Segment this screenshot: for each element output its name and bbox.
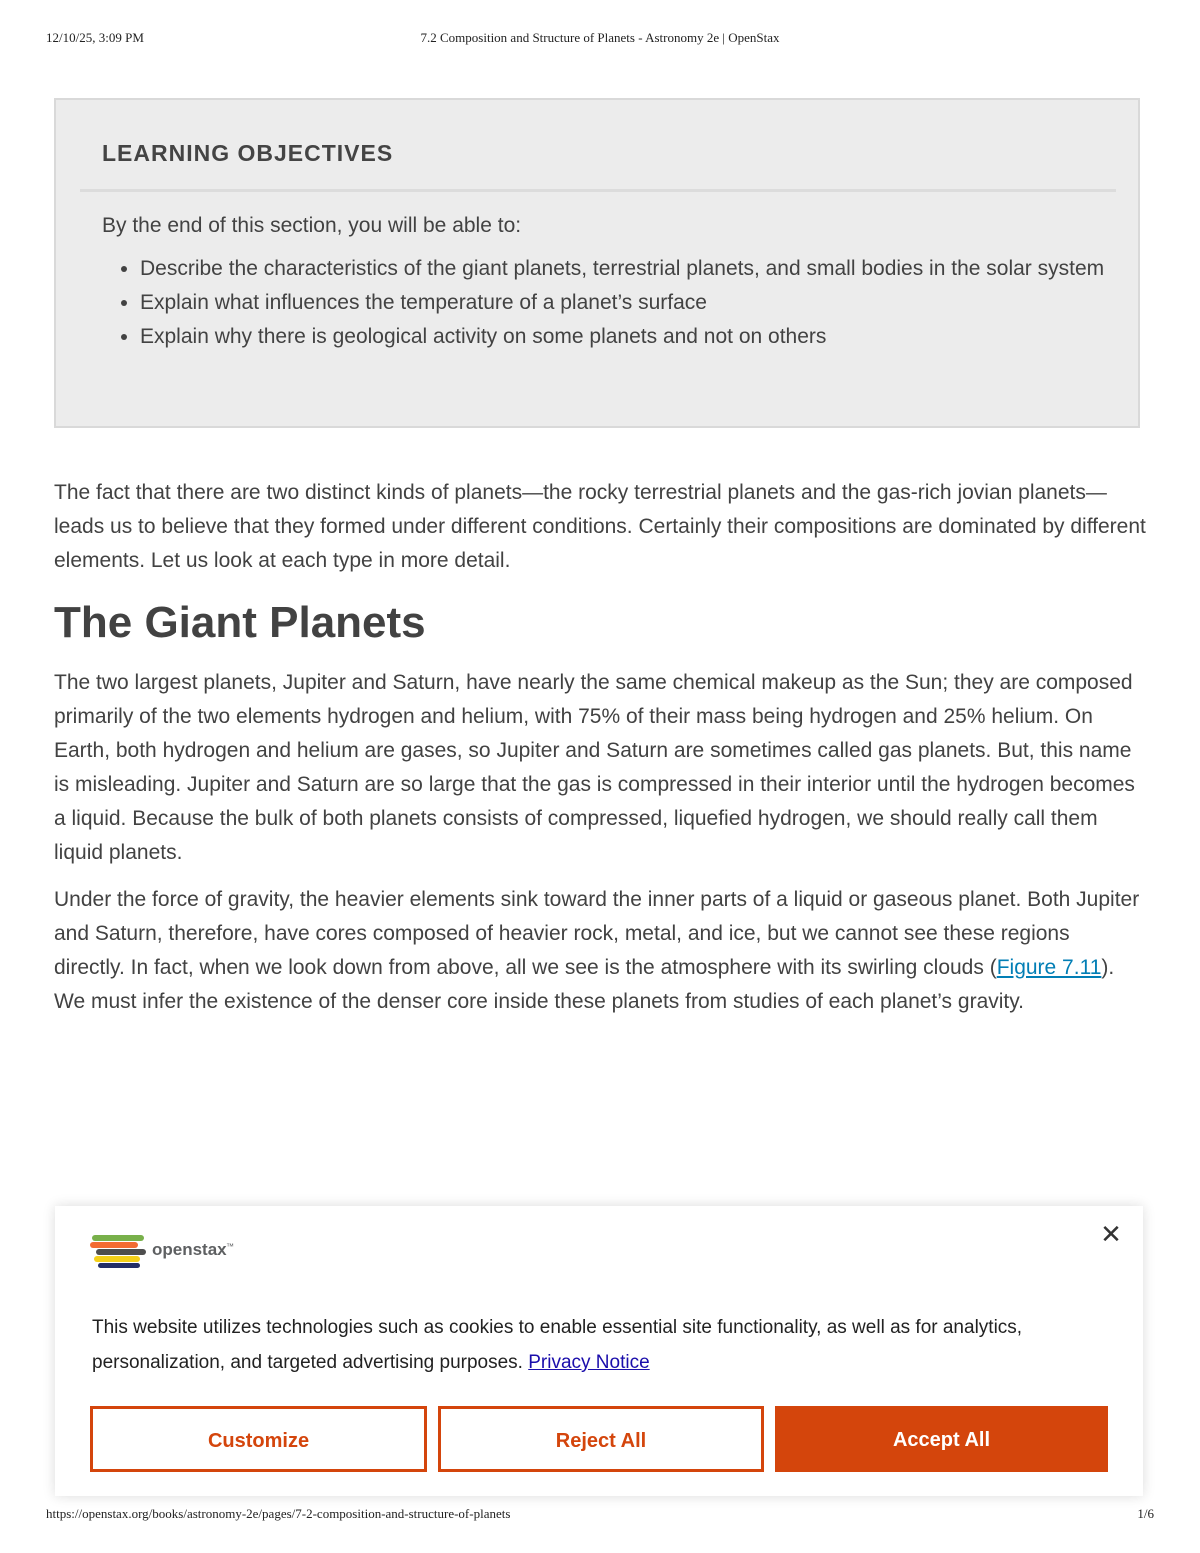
print-page-title: 7.2 Composition and Structure of Planets - Astronomy 2e | OpenStax [420, 30, 780, 45]
figure-7-11-link[interactable]: Figure 7.11 [996, 956, 1102, 979]
cookie-message [92, 1310, 1052, 1380]
giant-planets-paragraph-2 [54, 883, 1146, 1019]
reject-all-button[interactable]: Reject All [438, 1406, 764, 1472]
print-header [0, 30, 1200, 50]
learning-objectives-box [54, 98, 1140, 428]
print-url: https://openstax.org/books/astronomy-2e/pages/7-2-composition-and-structure-of-planets [46, 1506, 511, 1521]
section-heading-giant-planets: The Giant Planets [54, 598, 426, 647]
cookie-message-text: This website utilizes technologies such as cookies to enable essential site functionality, as well as for analytics, personalization, and targeted advertising purposes. [92, 1317, 1023, 1373]
customize-button[interactable]: Customize [90, 1406, 427, 1472]
print-page-number: 1/6 [1137, 1506, 1154, 1521]
objective-item: • Explain what influences the temperature of a planet’s surface [140, 286, 1130, 320]
print-footer [0, 1506, 1200, 1526]
objective-item: • Describe the characteristics of the giant planets, terrestrial planets, and small bodies in the solar system [140, 252, 1130, 286]
paragraph-text: ). We must infer the existence of the denser core inside these planets from studies of each planet’s gravity. [54, 956, 1115, 1013]
trademark-symbol: ™ [226, 1242, 234, 1251]
openstax-logo [90, 1231, 250, 1271]
objectives-intro: By the end of this section, you will be able to: [102, 214, 522, 237]
intro-paragraph: The fact that there are two distinct kinds of planets—the rocky terrestrial planets and the gas-rich jovian planets—leads us to believe that they formed under different conditions. Certainly their compositions are dominated by different elements. Let us look at each type in more detail. [54, 481, 1146, 572]
close-icon[interactable]: ✕ [1100, 1219, 1122, 1249]
print-datetime: 12/10/25, 3:09 PM [46, 30, 144, 45]
objectives-list [102, 252, 1130, 354]
objectives-divider [80, 189, 1116, 192]
paragraph-text: Under the force of gravity, the heavier elements sink toward the inner parts of a liquid or gaseous planet. Both Jupiter and Saturn, therefore, have cores composed of heavier rock, metal, and ice, but we cannot see these regions directly. In fact, when we look down from above, all we see is the atmosphere with its swirling clouds ( [54, 888, 1140, 979]
learning-objectives-heading: LEARNING OBJECTIVES [102, 140, 394, 166]
privacy-notice-link[interactable]: Privacy Notice [528, 1352, 650, 1373]
accept-all-button[interactable]: Accept All [775, 1406, 1108, 1472]
cookie-consent-banner [55, 1206, 1143, 1496]
objective-item: • Explain why there is geological activity on some planets and not on others [140, 320, 1130, 354]
openstax-logo-text: openstax [152, 1240, 227, 1259]
giant-planets-paragraph-1: The two largest planets, Jupiter and Saturn, have nearly the same chemical makeup as the Sun; they are composed primarily of the two elements hydrogen and helium, with 75% of their mass being hydrogen and 25% helium. On Earth, both hydrogen and helium are gases, so Jupiter and Saturn are sometimes called gas planets. But, this name is misleading. Jupiter and Saturn are so large that the gas is compressed in their interior until the hydrogen becomes a liquid. Because the bulk of both planets consists of compressed, liquefied hydrogen, we should really call them liquid planets. [54, 671, 1135, 864]
